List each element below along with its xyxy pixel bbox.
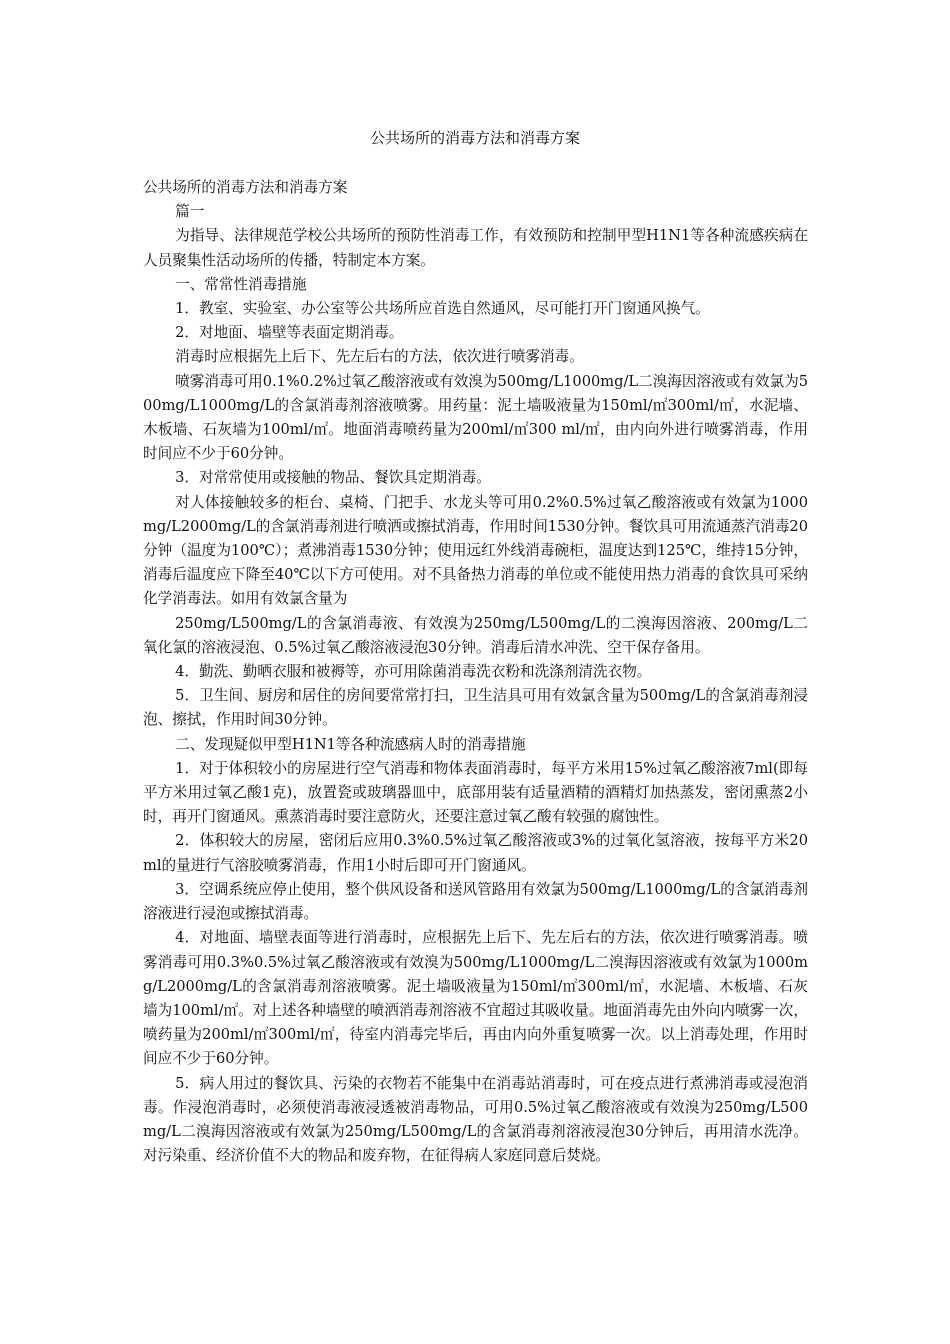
paragraph: 2．体积较大的房屋，密闭后应用0.3%0.5%过氧乙酸溶液或3%的过氧化氢溶液，按每平方米20ml的量进行气溶胶喷雾消毒，作用1小时后即可开门窗通风。 (143, 832, 808, 874)
section-heading: 一、常常性消毒措施 (175, 275, 307, 293)
document-title: 公共场所的消毒方法和消毒方案 (369, 129, 580, 147)
paragraph: 1．教室、实验室、办公室等公共场所应首选自然通风，尽可能打开门窗通风换气。 (175, 300, 710, 318)
paragraph: 1．对于体积较小的房屋进行空气消毒和物体表面消毒时，每平方米用15%过氧乙酸溶液7ml(即每平方米用过氧乙酸1克)，放置瓷或玻璃器皿中，底部用装有适量酒精的酒精灯加热蒸发，密闭熏蒸2小时，再开门窗通风。熏蒸消毒时要注意防火，还要注意过氧乙酸有较强的腐蚀性。 (143, 759, 808, 826)
paragraph: 为指导、法律规范学校公共场所的预防性消毒工作，有效预防和控制甲型H1N1等各种流感疾病在人员聚集性活动场所的传播，特制定本方案。 (143, 227, 808, 269)
paragraph: 5．卫生间、厨房和居住的房间要常常打扫，卫生洁具可用有效氯含量为500mg/L的含氯消毒剂浸泡、擦拭，作用时间30分钟。 (143, 687, 808, 729)
document-body (143, 176, 808, 1168)
paragraph: 4．对地面、墙壁表面等进行消毒时，应根据先上后下、先左后右的方法，依次进行喷雾消毒。喷雾消毒可用0.3%0.5%过氧乙酸溶液或有效溴为500mg/L1000mg/L二溴海因溶液或有效氯为1000mg/L2000mg/L的含氯消毒剂溶液喷雾。泥土墙吸液量为150ml/㎡300ml/㎡，水泥墙、木板墙、石灰墙为100ml/㎡。对上述各种墙壁的喷洒消毒剂溶液不宜超过其吸收量。地面消毒先由外向内喷雾一次，喷药量为200ml/㎡300ml/㎡，待室内消毒完毕后，再由内向外重复喷雾一次。以上消毒处理，作用时间应不少于60分钟。 (143, 929, 808, 1068)
paragraph: 喷雾消毒可用0.1%0.2%过氧乙酸溶液或有效溴为500mg/L1000mg/L二溴海因溶液或有效氯为500mg/L1000mg/L的含氯消毒剂溶液喷雾。用药量：泥土墙吸液量为150ml/㎡300ml/㎡，水泥墙、木板墙、石灰墙为100ml/㎡。地面消毒喷药量为200ml/㎡300 ml/㎡，由内向外进行喷雾消毒，作用时间应不少于60分钟。 (143, 372, 808, 463)
subtitle-paragraph: 公共场所的消毒方法和消毒方案 (143, 179, 348, 196)
section-label: 篇一 (175, 203, 205, 221)
paragraph: 2．对地面、墙壁等表面定期消毒。 (175, 324, 404, 342)
paragraph: 3．对常常使用或接触的物品、餐饮具定期消毒。 (175, 469, 491, 487)
paragraph: 4．勤洗、勤晒衣服和被褥等，亦可用除菌消毒洗衣粉和洗涤剂清洗衣物。 (175, 663, 652, 681)
paragraph: 对人体接触较多的柜台、桌椅、门把手、水龙头等可用0.2%0.5%过氧乙酸溶液或有效氯为1000mg/L2000mg/L的含氯消毒剂进行喷洒或擦拭消毒，作用时间1530分钟。餐饮具可用流通蒸汽消毒20分钟（温度为100℃）；煮沸消毒1530分钟；使用远红外线消毒碗柜，温度达到125℃，维持15分钟，消毒后温度应下降至40℃以下方可使用。对不具备热力消毒的单位或不能使用热力消毒的食饮具可采纳化学消毒法。如用有效氯含量为 (143, 493, 808, 608)
paragraph: 250mg/L500mg/L的含氯消毒液、有效溴为250mg/L500mg/L的二溴海因溶液、200mg/L二氧化氯的溶液浸泡、0.5%过氧乙酸溶液浸泡30分钟。消毒后清水冲洗、空干保存备用。 (143, 614, 808, 656)
paragraph: 消毒时应根据先上后下、先左后右的方法，依次进行喷雾消毒。 (175, 348, 584, 366)
section-heading: 二、发现疑似甲型H1N1等各种流感病人时的消毒措施 (175, 735, 526, 753)
paragraph: 3．空调系统应停止使用，整个供风设备和送风管路用有效氯为500mg/L1000mg/L的含氯消毒剂溶液进行浸泡或擦拭消毒。 (143, 880, 808, 923)
paragraph: 5．病人用过的餐饮具、污染的衣物若不能集中在消毒站消毒时，可在疫点进行煮沸消毒或浸泡消毒。作浸泡消毒时，必须使消毒液浸透被消毒物品，可用0.5%过氧乙酸溶液或有效溴为250mg/L500mg/L二溴海因溶液或有效氯为250mg/L500mg/L的含氯消毒剂溶液浸泡30分钟后，再用清水洗净。对污染重、经济价值不大的物品和废弃物，在征得病人家庭同意后焚烧。 (143, 1074, 808, 1165)
